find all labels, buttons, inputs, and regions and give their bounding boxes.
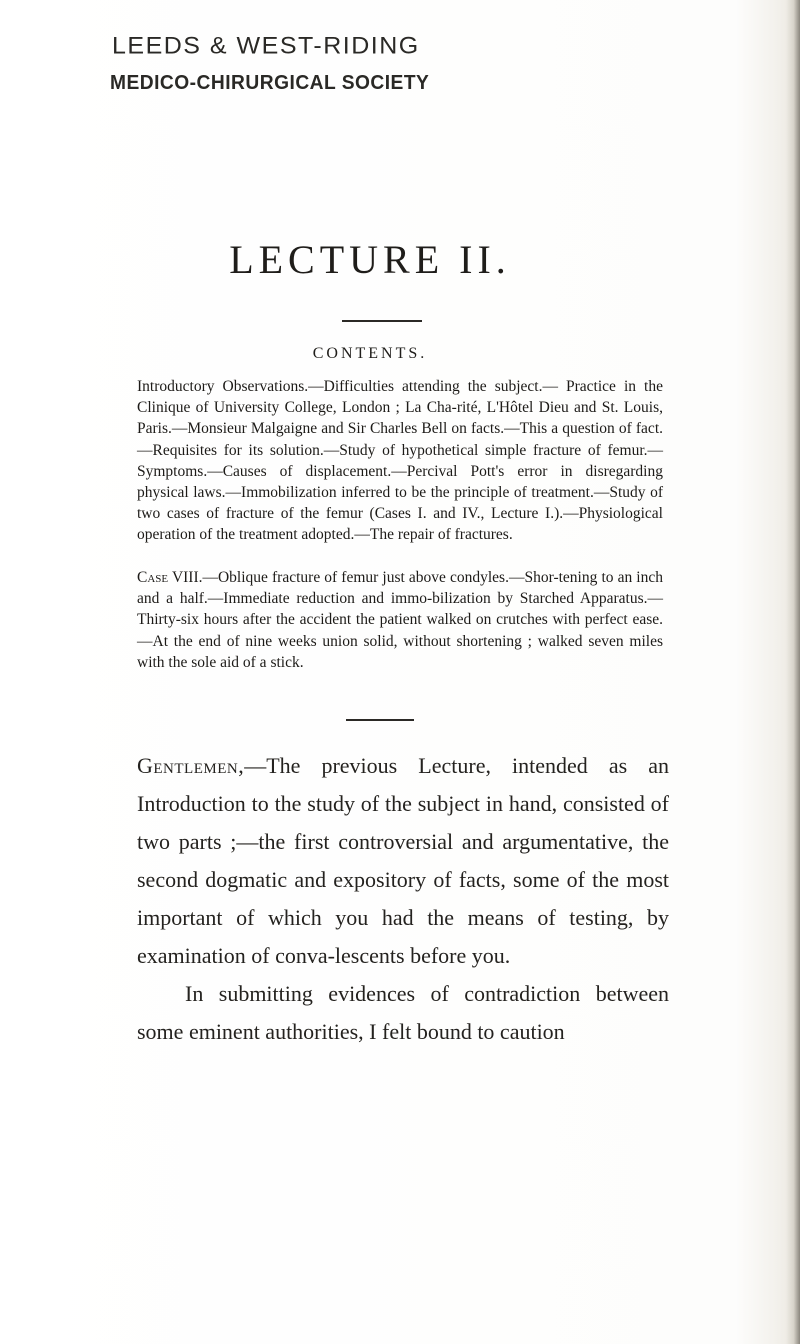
page-edge-shadow (786, 0, 800, 1344)
contents-divider (346, 719, 414, 721)
lecture-title: LECTURE II. (229, 237, 511, 282)
case-summary-text: VIII.—Oblique fracture of femur just above condyles.—Shor-tening to an inch and a half.—Immediate reduction and immo-bilization by Starched Apparatus.—Thirty-six hours after the accident the patient walked on crutches with perfect ease.—At the end of nine weeks union solid, without shortening ; walked seven miles with the sole aid of a stick. (137, 569, 663, 671)
body-paragraph-2: In submitting evidences of contradiction between some eminent authorities, I felt bound to caution (137, 981, 669, 1044)
body-paragraph-1 (137, 747, 669, 975)
library-stamp (112, 34, 443, 93)
stamp-society-location: LEEDS & WEST-RIDING (112, 32, 420, 60)
contents-heading: CONTENTS. (312, 345, 428, 362)
case-label: Case (137, 569, 169, 586)
body-paragraph-1-text: —The previous Lecture, intended as an Introduction to the study of the subject in hand, consisted of two parts ;—the first controversial and argumentative, the second dogmatic and expository of facts, some of the most important of which you had the means of testing, by examination of conva-lescents before you. (137, 753, 669, 968)
contents-summary-2 (137, 567, 663, 673)
salutation: Gentlemen, (137, 753, 245, 778)
contents-summary-1: Introductory Observations.—Difficulties attending the subject.— Practice in the Clinique of University College, London ; La Cha-rité, L'Hôtel Dieu and St. Louis, Paris.—Monsieur Malgaigne and Sir Charles Bell on facts.—This a question of fact.—Requisites for its solution.—Study of hypothetical simple fracture of femur.— Symptoms.—Causes of displacement.—Percival Pott's error in disregarding physical laws.—Immobilization inferred to be the principle of treatment.—Study of two cases of fracture of the femur (Cases I. and IV., Lecture I.).—Physiological operation of the treatment adopted.—The repair of fractures. (137, 378, 663, 544)
lecture-body (137, 747, 669, 1051)
title-divider (342, 320, 422, 322)
stamp-society-name: MEDICO-CHIRURGICAL SOCIETY (110, 72, 430, 94)
